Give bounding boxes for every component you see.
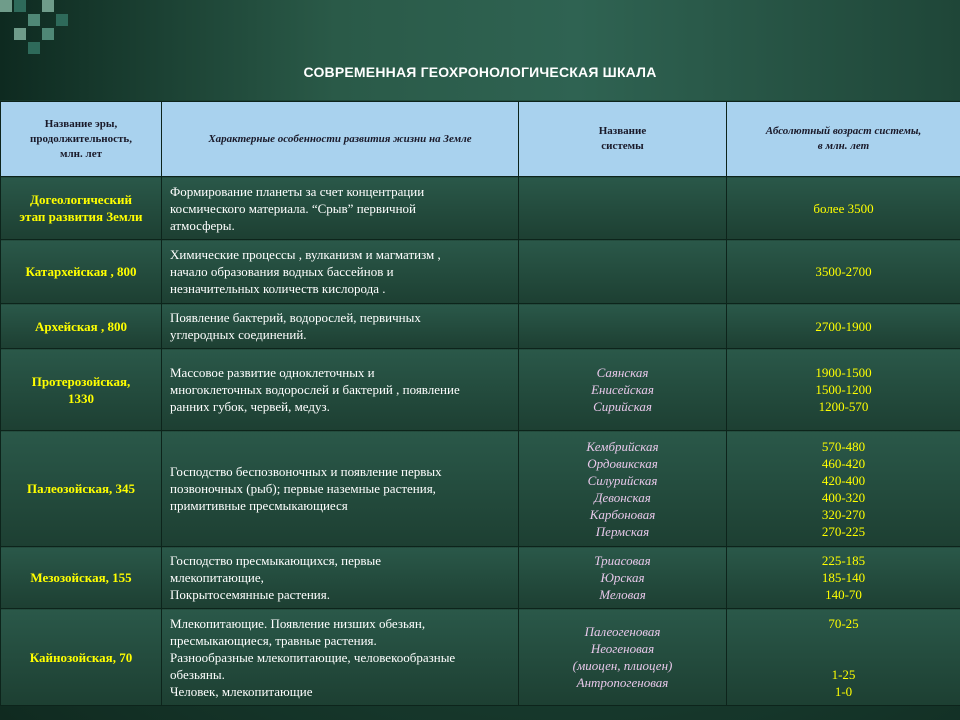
description-cell: Формирование планеты за счет концентрации космического материала. “Срыв” первичной атмосферы.: [162, 177, 519, 240]
header-age: Абсолютный возраст системы, в млн. лет: [727, 102, 960, 177]
table-row: [1, 431, 960, 547]
age-cell: 570-480 460-420 420-400 400-320 320-270 270-225: [727, 431, 960, 547]
system-cell: Палеогеновая Неогеновая (миоцен, плиоцен) Антропогеновая: [519, 609, 727, 706]
system-cell: Саянская Енисейская Сирийская: [519, 349, 727, 431]
table-row: [1, 547, 960, 609]
table-row: [1, 349, 960, 431]
description-cell: Господство пресмыкающихся, первые млекопитающие, Покрытосемянные растения.: [162, 547, 519, 609]
age-cell: более 3500: [727, 177, 960, 240]
header-features: Характерные особенности развития жизни на Земле: [162, 102, 519, 177]
table-row: [1, 609, 960, 706]
era-cell: Догеологический этап развития Земли: [1, 177, 162, 240]
age-cell: 225-185 185-140 140-70: [727, 547, 960, 609]
description-cell: Химические процессы , вулканизм и магматизм , начало образования водных бассейнов и незначительных количеств кислорода .: [162, 240, 519, 304]
page-title: СОВРЕМЕННАЯ ГЕОХРОНОЛОГИЧЕСКАЯ ШКАЛА: [303, 64, 657, 80]
description-cell: Господство беспозвоночных и появление первых позвоночных (рыб); первые наземные растения, примитивные пресмыкающиеся: [162, 431, 519, 547]
decorative-squares: [0, 0, 80, 60]
system-cell: Триасовая Юрская Меловая: [519, 547, 727, 609]
era-cell: Кайнозойская, 70: [1, 609, 162, 706]
geochronology-table: [0, 101, 960, 706]
table-header-row: [1, 102, 960, 177]
era-cell: Палеозойская, 345: [1, 431, 162, 547]
top-band: [0, 0, 960, 100]
description-cell: Млекопитающие. Появление низших обезьян, пресмыкающиеся, травные растения. Разнообразные млекопитающие, человекообразные обезьяны. Человек, млекопитающие: [162, 609, 519, 706]
description-cell: Массовое развитие одноклеточных и многоклеточных водорослей и бактерий , появление ранних губок, червей, медуз.: [162, 349, 519, 431]
system-cell: [519, 177, 727, 240]
system-cell: [519, 304, 727, 349]
age-cell: 70-25 1-25 1-0: [727, 609, 960, 706]
age-cell: 2700-1900: [727, 304, 960, 349]
age-cell: 1900-1500 1500-1200 1200-570: [727, 349, 960, 431]
age-cell: 3500-2700: [727, 240, 960, 304]
table-row: [1, 304, 960, 349]
description-cell: Появление бактерий, водорослей, первичных углеродных соединений.: [162, 304, 519, 349]
era-cell: Катархейская , 800: [1, 240, 162, 304]
header-era: Название эры, продолжительность, млн. лет: [1, 102, 162, 177]
system-cell: Кембрийская Ордовикская Силурийская Девонская Карбоновая Пермская: [519, 431, 727, 547]
header-system: Название системы: [519, 102, 727, 177]
era-cell: Архейская , 800: [1, 304, 162, 349]
table-row: [1, 240, 960, 304]
era-cell: Мезозойская, 155: [1, 547, 162, 609]
table-row: [1, 177, 960, 240]
system-cell: [519, 240, 727, 304]
era-cell: Протерозойская, 1330: [1, 349, 162, 431]
